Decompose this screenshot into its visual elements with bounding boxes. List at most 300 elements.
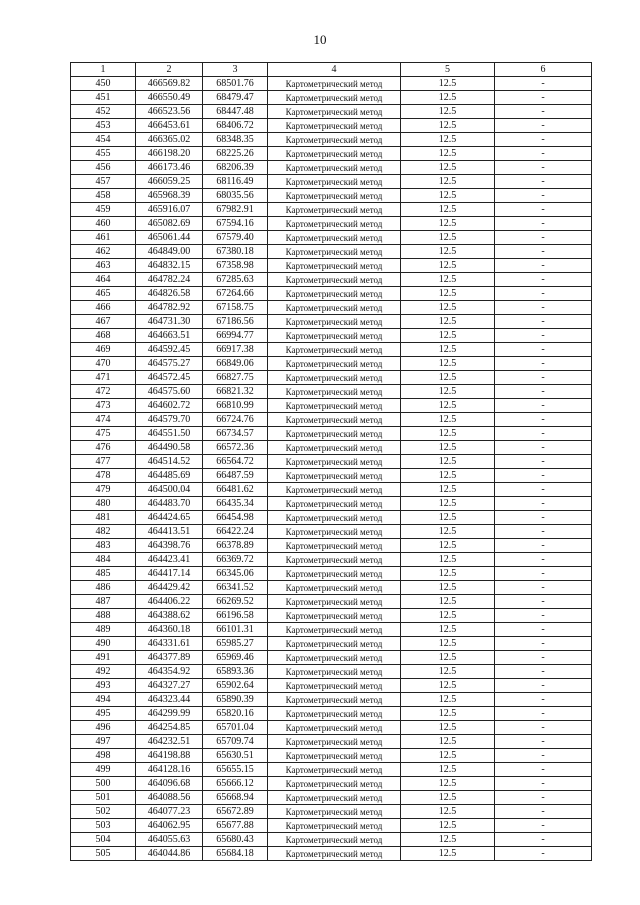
table-row <box>71 371 592 385</box>
accuracy-cell: 12.5 <box>401 735 495 749</box>
y-coordinate-cell: 67982.91 <box>203 203 268 217</box>
y-coordinate-cell: 66564.72 <box>203 455 268 469</box>
accuracy-cell: 12.5 <box>401 805 495 819</box>
y-coordinate-cell: 65820.16 <box>203 707 268 721</box>
point-number-cell: 498 <box>71 749 136 763</box>
point-number-cell: 453 <box>71 119 136 133</box>
note-cell: - <box>495 175 592 189</box>
point-number-cell: 502 <box>71 805 136 819</box>
x-coordinate-cell: 464832.15 <box>136 259 203 273</box>
x-coordinate-cell: 464417.14 <box>136 567 203 581</box>
accuracy-cell: 12.5 <box>401 273 495 287</box>
method-cell: Картометрический метод <box>268 273 401 287</box>
y-coordinate-cell: 66369.72 <box>203 553 268 567</box>
x-coordinate-cell: 464429.42 <box>136 581 203 595</box>
accuracy-cell: 12.5 <box>401 203 495 217</box>
y-coordinate-cell: 65709.74 <box>203 735 268 749</box>
accuracy-cell: 12.5 <box>401 483 495 497</box>
method-cell: Картометрический метод <box>268 497 401 511</box>
point-number-cell: 497 <box>71 735 136 749</box>
method-cell: Картометрический метод <box>268 385 401 399</box>
point-number-cell: 500 <box>71 777 136 791</box>
method-cell: Картометрический метод <box>268 343 401 357</box>
x-coordinate-cell: 464782.24 <box>136 273 203 287</box>
y-coordinate-cell: 67594.16 <box>203 217 268 231</box>
method-cell: Картометрический метод <box>268 231 401 245</box>
point-number-cell: 481 <box>71 511 136 525</box>
method-cell: Картометрический метод <box>268 847 401 861</box>
y-coordinate-cell: 65985.27 <box>203 637 268 651</box>
point-number-cell: 479 <box>71 483 136 497</box>
x-coordinate-cell: 464198.88 <box>136 749 203 763</box>
table-row <box>71 357 592 371</box>
table-row <box>71 105 592 119</box>
accuracy-cell: 12.5 <box>401 595 495 609</box>
point-number-cell: 503 <box>71 819 136 833</box>
x-coordinate-cell: 464354.92 <box>136 665 203 679</box>
note-cell: - <box>495 231 592 245</box>
x-coordinate-cell: 464413.51 <box>136 525 203 539</box>
note-cell: - <box>495 385 592 399</box>
point-number-cell: 491 <box>71 651 136 665</box>
x-coordinate-cell: 464572.45 <box>136 371 203 385</box>
x-coordinate-cell: 464096.68 <box>136 777 203 791</box>
accuracy-cell: 12.5 <box>401 581 495 595</box>
table-row <box>71 231 592 245</box>
point-number-cell: 482 <box>71 525 136 539</box>
point-number-cell: 474 <box>71 413 136 427</box>
accuracy-cell: 12.5 <box>401 693 495 707</box>
method-cell: Картометрический метод <box>268 147 401 161</box>
table-row <box>71 581 592 595</box>
x-coordinate-cell: 464500.04 <box>136 483 203 497</box>
note-cell: - <box>495 525 592 539</box>
table-row <box>71 651 592 665</box>
accuracy-cell: 12.5 <box>401 343 495 357</box>
point-number-cell: 475 <box>71 427 136 441</box>
table-row <box>71 525 592 539</box>
table-row <box>71 217 592 231</box>
method-cell: Картометрический метод <box>268 595 401 609</box>
table-row <box>71 441 592 455</box>
y-coordinate-cell: 67186.56 <box>203 315 268 329</box>
x-coordinate-cell: 464424.65 <box>136 511 203 525</box>
point-number-cell: 505 <box>71 847 136 861</box>
note-cell: - <box>495 609 592 623</box>
x-coordinate-cell: 464254.85 <box>136 721 203 735</box>
method-cell: Картометрический метод <box>268 721 401 735</box>
accuracy-cell: 12.5 <box>401 413 495 427</box>
y-coordinate-cell: 66101.31 <box>203 623 268 637</box>
table-row <box>71 693 592 707</box>
x-coordinate-cell: 464782.92 <box>136 301 203 315</box>
accuracy-cell: 12.5 <box>401 91 495 105</box>
method-cell: Картометрический метод <box>268 805 401 819</box>
y-coordinate-cell: 65630.51 <box>203 749 268 763</box>
table-row <box>71 707 592 721</box>
x-coordinate-cell: 464128.16 <box>136 763 203 777</box>
note-cell: - <box>495 735 592 749</box>
method-cell: Картометрический метод <box>268 567 401 581</box>
accuracy-cell: 12.5 <box>401 749 495 763</box>
point-number-cell: 469 <box>71 343 136 357</box>
y-coordinate-cell: 66827.75 <box>203 371 268 385</box>
accuracy-cell: 12.5 <box>401 217 495 231</box>
x-coordinate-cell: 464602.72 <box>136 399 203 413</box>
y-coordinate-cell: 66917.38 <box>203 343 268 357</box>
note-cell: - <box>495 91 592 105</box>
accuracy-cell: 12.5 <box>401 175 495 189</box>
table-row <box>71 245 592 259</box>
table-row <box>71 399 592 413</box>
y-coordinate-cell: 66481.62 <box>203 483 268 497</box>
point-number-cell: 454 <box>71 133 136 147</box>
method-cell: Картометрический метод <box>268 371 401 385</box>
note-cell: - <box>495 763 592 777</box>
method-cell: Картометрический метод <box>268 777 401 791</box>
note-cell: - <box>495 273 592 287</box>
accuracy-cell: 12.5 <box>401 665 495 679</box>
y-coordinate-cell: 66196.58 <box>203 609 268 623</box>
method-cell: Картометрический метод <box>268 539 401 553</box>
x-coordinate-cell: 464044.86 <box>136 847 203 861</box>
accuracy-cell: 12.5 <box>401 721 495 735</box>
note-cell: - <box>495 329 592 343</box>
note-cell: - <box>495 721 592 735</box>
table-row <box>71 189 592 203</box>
point-number-cell: 461 <box>71 231 136 245</box>
x-coordinate-cell: 466453.61 <box>136 119 203 133</box>
table-row <box>71 343 592 357</box>
method-cell: Картометрический метод <box>268 707 401 721</box>
table-row <box>71 805 592 819</box>
note-cell: - <box>495 189 592 203</box>
x-coordinate-cell: 466569.82 <box>136 77 203 91</box>
point-number-cell: 483 <box>71 539 136 553</box>
method-cell: Картометрический метод <box>268 455 401 469</box>
accuracy-cell: 12.5 <box>401 497 495 511</box>
table-row <box>71 413 592 427</box>
accuracy-cell: 12.5 <box>401 301 495 315</box>
note-cell: - <box>495 777 592 791</box>
column-header: 4 <box>268 63 401 77</box>
table-row <box>71 511 592 525</box>
note-cell: - <box>495 567 592 581</box>
table-row <box>71 175 592 189</box>
table-row <box>71 273 592 287</box>
table-row <box>71 301 592 315</box>
point-number-cell: 471 <box>71 371 136 385</box>
accuracy-cell: 12.5 <box>401 553 495 567</box>
note-cell: - <box>495 147 592 161</box>
x-coordinate-cell: 464483.70 <box>136 497 203 511</box>
method-cell: Картометрический метод <box>268 693 401 707</box>
method-cell: Картометрический метод <box>268 189 401 203</box>
note-cell: - <box>495 511 592 525</box>
x-coordinate-cell: 464062.95 <box>136 819 203 833</box>
note-cell: - <box>495 343 592 357</box>
accuracy-cell: 12.5 <box>401 819 495 833</box>
point-number-cell: 477 <box>71 455 136 469</box>
note-cell: - <box>495 469 592 483</box>
table-row <box>71 749 592 763</box>
y-coordinate-cell: 66724.76 <box>203 413 268 427</box>
note-cell: - <box>495 679 592 693</box>
note-cell: - <box>495 623 592 637</box>
note-cell: - <box>495 315 592 329</box>
method-cell: Картометрический метод <box>268 525 401 539</box>
y-coordinate-cell: 65893.36 <box>203 665 268 679</box>
method-cell: Картометрический метод <box>268 623 401 637</box>
accuracy-cell: 12.5 <box>401 679 495 693</box>
x-coordinate-cell: 464663.51 <box>136 329 203 343</box>
y-coordinate-cell: 66487.59 <box>203 469 268 483</box>
note-cell: - <box>495 203 592 217</box>
table-row <box>71 763 592 777</box>
point-number-cell: 473 <box>71 399 136 413</box>
point-number-cell: 490 <box>71 637 136 651</box>
note-cell: - <box>495 819 592 833</box>
note-cell: - <box>495 217 592 231</box>
x-coordinate-cell: 466198.20 <box>136 147 203 161</box>
point-number-cell: 470 <box>71 357 136 371</box>
table-row <box>71 203 592 217</box>
accuracy-cell: 12.5 <box>401 469 495 483</box>
accuracy-cell: 12.5 <box>401 259 495 273</box>
x-coordinate-cell: 464299.99 <box>136 707 203 721</box>
point-number-cell: 455 <box>71 147 136 161</box>
method-cell: Картометрический метод <box>268 581 401 595</box>
point-number-cell: 494 <box>71 693 136 707</box>
point-number-cell: 458 <box>71 189 136 203</box>
method-cell: Картометрический метод <box>268 301 401 315</box>
table-row <box>71 329 592 343</box>
point-number-cell: 495 <box>71 707 136 721</box>
x-coordinate-cell: 464423.41 <box>136 553 203 567</box>
accuracy-cell: 12.5 <box>401 847 495 861</box>
accuracy-cell: 12.5 <box>401 371 495 385</box>
method-cell: Картометрический метод <box>268 217 401 231</box>
x-coordinate-cell: 464485.69 <box>136 469 203 483</box>
x-coordinate-cell: 464377.89 <box>136 651 203 665</box>
accuracy-cell: 12.5 <box>401 119 495 133</box>
point-number-cell: 493 <box>71 679 136 693</box>
y-coordinate-cell: 68225.26 <box>203 147 268 161</box>
point-number-cell: 488 <box>71 609 136 623</box>
y-coordinate-cell: 66345.06 <box>203 567 268 581</box>
accuracy-cell: 12.5 <box>401 231 495 245</box>
x-coordinate-cell: 464579.70 <box>136 413 203 427</box>
x-coordinate-cell: 464388.62 <box>136 609 203 623</box>
note-cell: - <box>495 441 592 455</box>
y-coordinate-cell: 66821.32 <box>203 385 268 399</box>
x-coordinate-cell: 464826.58 <box>136 287 203 301</box>
accuracy-cell: 12.5 <box>401 189 495 203</box>
table-row <box>71 721 592 735</box>
note-cell: - <box>495 665 592 679</box>
x-coordinate-cell: 464575.60 <box>136 385 203 399</box>
accuracy-cell: 12.5 <box>401 777 495 791</box>
y-coordinate-cell: 66422.24 <box>203 525 268 539</box>
accuracy-cell: 12.5 <box>401 399 495 413</box>
point-number-cell: 504 <box>71 833 136 847</box>
column-header: 1 <box>71 63 136 77</box>
x-coordinate-cell: 464331.61 <box>136 637 203 651</box>
method-cell: Картометрический метод <box>268 357 401 371</box>
y-coordinate-cell: 66269.52 <box>203 595 268 609</box>
x-coordinate-cell: 466173.46 <box>136 161 203 175</box>
accuracy-cell: 12.5 <box>401 245 495 259</box>
y-coordinate-cell: 65677.88 <box>203 819 268 833</box>
y-coordinate-cell: 65668.94 <box>203 791 268 805</box>
point-number-cell: 478 <box>71 469 136 483</box>
point-number-cell: 501 <box>71 791 136 805</box>
note-cell: - <box>495 805 592 819</box>
table-row <box>71 567 592 581</box>
x-coordinate-cell: 464406.22 <box>136 595 203 609</box>
note-cell: - <box>495 707 592 721</box>
accuracy-cell: 12.5 <box>401 441 495 455</box>
table-row <box>71 427 592 441</box>
accuracy-cell: 12.5 <box>401 609 495 623</box>
method-cell: Картометрический метод <box>268 819 401 833</box>
method-cell: Картометрический метод <box>268 287 401 301</box>
accuracy-cell: 12.5 <box>401 329 495 343</box>
point-number-cell: 459 <box>71 203 136 217</box>
point-number-cell: 467 <box>71 315 136 329</box>
point-number-cell: 457 <box>71 175 136 189</box>
y-coordinate-cell: 65684.18 <box>203 847 268 861</box>
x-coordinate-cell: 466523.56 <box>136 105 203 119</box>
y-coordinate-cell: 68479.47 <box>203 91 268 105</box>
point-number-cell: 496 <box>71 721 136 735</box>
method-cell: Картометрический метод <box>268 119 401 133</box>
method-cell: Картометрический метод <box>268 469 401 483</box>
point-number-cell: 480 <box>71 497 136 511</box>
method-cell: Картометрический метод <box>268 609 401 623</box>
point-number-cell: 489 <box>71 623 136 637</box>
accuracy-cell: 12.5 <box>401 539 495 553</box>
method-cell: Картометрический метод <box>268 651 401 665</box>
accuracy-cell: 12.5 <box>401 385 495 399</box>
accuracy-cell: 12.5 <box>401 525 495 539</box>
y-coordinate-cell: 65666.12 <box>203 777 268 791</box>
table-row <box>71 161 592 175</box>
method-cell: Картометрический метод <box>268 511 401 525</box>
accuracy-cell: 12.5 <box>401 161 495 175</box>
accuracy-cell: 12.5 <box>401 357 495 371</box>
note-cell: - <box>495 833 592 847</box>
accuracy-cell: 12.5 <box>401 567 495 581</box>
accuracy-cell: 12.5 <box>401 623 495 637</box>
point-number-cell: 468 <box>71 329 136 343</box>
point-number-cell: 484 <box>71 553 136 567</box>
table-row <box>71 539 592 553</box>
method-cell: Картометрический метод <box>268 483 401 497</box>
x-coordinate-cell: 465916.07 <box>136 203 203 217</box>
method-cell: Картометрический метод <box>268 553 401 567</box>
accuracy-cell: 12.5 <box>401 637 495 651</box>
table-header-row <box>71 63 592 77</box>
y-coordinate-cell: 68406.72 <box>203 119 268 133</box>
table-row <box>71 623 592 637</box>
y-coordinate-cell: 66341.52 <box>203 581 268 595</box>
point-number-cell: 465 <box>71 287 136 301</box>
table-row <box>71 287 592 301</box>
table-row <box>71 315 592 329</box>
note-cell: - <box>495 847 592 861</box>
note-cell: - <box>495 651 592 665</box>
table-row <box>71 77 592 91</box>
y-coordinate-cell: 67358.98 <box>203 259 268 273</box>
method-cell: Картометрический метод <box>268 665 401 679</box>
y-coordinate-cell: 68348.35 <box>203 133 268 147</box>
x-coordinate-cell: 464731.30 <box>136 315 203 329</box>
table-row <box>71 147 592 161</box>
method-cell: Картометрический метод <box>268 791 401 805</box>
note-cell: - <box>495 637 592 651</box>
y-coordinate-cell: 68206.39 <box>203 161 268 175</box>
method-cell: Картометрический метод <box>268 315 401 329</box>
note-cell: - <box>495 301 592 315</box>
table-row <box>71 679 592 693</box>
y-coordinate-cell: 67380.18 <box>203 245 268 259</box>
method-cell: Картометрический метод <box>268 427 401 441</box>
x-coordinate-cell: 464055.63 <box>136 833 203 847</box>
method-cell: Картометрический метод <box>268 329 401 343</box>
y-coordinate-cell: 66378.89 <box>203 539 268 553</box>
coordinates-table <box>70 62 592 861</box>
y-coordinate-cell: 66849.06 <box>203 357 268 371</box>
x-coordinate-cell: 464490.58 <box>136 441 203 455</box>
note-cell: - <box>495 693 592 707</box>
note-cell: - <box>495 259 592 273</box>
x-coordinate-cell: 465082.69 <box>136 217 203 231</box>
point-number-cell: 450 <box>71 77 136 91</box>
column-header: 2 <box>136 63 203 77</box>
method-cell: Картометрический метод <box>268 259 401 273</box>
note-cell: - <box>495 357 592 371</box>
table-row <box>71 455 592 469</box>
accuracy-cell: 12.5 <box>401 287 495 301</box>
point-number-cell: 460 <box>71 217 136 231</box>
column-header: 6 <box>495 63 592 77</box>
note-cell: - <box>495 497 592 511</box>
note-cell: - <box>495 287 592 301</box>
x-coordinate-cell: 465061.44 <box>136 231 203 245</box>
note-cell: - <box>495 581 592 595</box>
accuracy-cell: 12.5 <box>401 511 495 525</box>
y-coordinate-cell: 66572.36 <box>203 441 268 455</box>
y-coordinate-cell: 65890.39 <box>203 693 268 707</box>
accuracy-cell: 12.5 <box>401 833 495 847</box>
note-cell: - <box>495 119 592 133</box>
y-coordinate-cell: 67285.63 <box>203 273 268 287</box>
method-cell: Картометрический метод <box>268 413 401 427</box>
page-number: 10 <box>313 32 327 47</box>
method-cell: Картометрический метод <box>268 175 401 189</box>
y-coordinate-cell: 67579.40 <box>203 231 268 245</box>
note-cell: - <box>495 791 592 805</box>
method-cell: Картометрический метод <box>268 105 401 119</box>
accuracy-cell: 12.5 <box>401 427 495 441</box>
method-cell: Картометрический метод <box>268 399 401 413</box>
note-cell: - <box>495 399 592 413</box>
table-row <box>71 637 592 651</box>
point-number-cell: 499 <box>71 763 136 777</box>
x-coordinate-cell: 464327.27 <box>136 679 203 693</box>
method-cell: Картометрический метод <box>268 77 401 91</box>
